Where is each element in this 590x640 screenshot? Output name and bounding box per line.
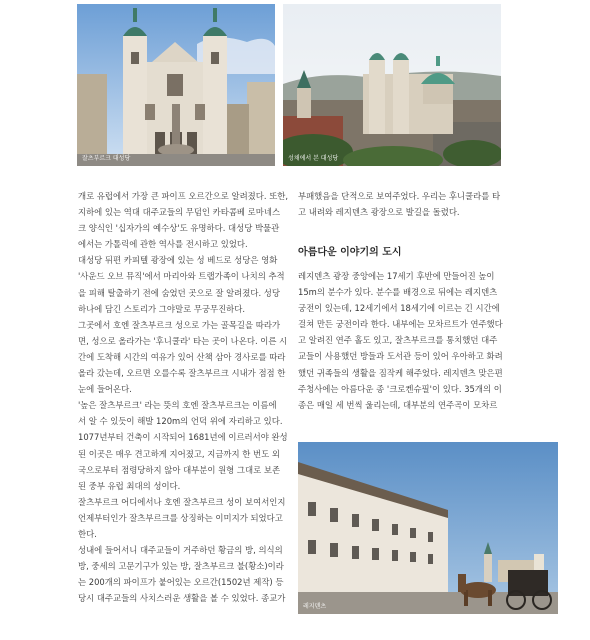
text-line: 종은 매일 세 번씩 울리는데, 대부분의 연주곡이 모차르 bbox=[298, 399, 498, 410]
residenz-illustration bbox=[298, 442, 558, 614]
text-line: 에서는 가톨릭에 관한 역사를 전시하고 있었다. bbox=[78, 239, 248, 250]
text-line: 그곳에서 호엔 잘츠부르크 성으로 가는 골목길을 따라가 bbox=[78, 319, 281, 330]
text-line: 당시 대주교들의 사치스러운 생활을 볼 수 있었다. 종교가 bbox=[78, 593, 286, 604]
text-line: 레지덴츠 광장 중앙에는 17세기 후반에 만들어진 높이 bbox=[298, 271, 495, 281]
text-line: 국으로부터 점령당하지 않아 대부분이 원형 그대로 보존 bbox=[78, 464, 281, 475]
text-line: 하나에 담긴 스토리가 그야말로 무궁무진하다. bbox=[78, 303, 246, 314]
text-line: 된 중부 유럽 최대의 성이다. bbox=[78, 480, 181, 491]
text-line: 지하에 있는 역대 대주교들의 무덤인 카타콤베 로마네스 bbox=[78, 207, 281, 218]
text-line: 고 알려진 연주 홀도 있고, 잘츠부르크를 통치했던 대주 bbox=[298, 335, 498, 346]
text-line: 는 200개의 파이프가 붙어있는 오르간(1502년 제작) 등 bbox=[78, 577, 284, 588]
right-text-body bbox=[298, 268, 508, 413]
left-text-column bbox=[78, 188, 288, 606]
text-line: 1077년부터 건축이 시작되어 1681년에 이르러서야 완성 bbox=[78, 432, 288, 443]
text-line: 주청사에는 아름다운 종 '크로켄슈필'이 있다. 35개의 이 bbox=[298, 383, 502, 394]
text-line: 크 양식인 '십자가의 예수상'도 유명하다. 대성당 박물관 bbox=[78, 223, 280, 234]
text-line: 눈에 들어온다. bbox=[78, 384, 132, 395]
text-line: 간에 도착해 시간의 여유가 있어 산책 삼아 경사로를 따라 bbox=[78, 351, 286, 362]
text-line: 대성당 뒤편 카피텔 광장에 있는 성 베드로 성당은 영화 bbox=[78, 255, 278, 266]
text-line: '높은 잘츠부르크' 라는 뜻의 호엔 잘츠부르크는 이름에 bbox=[78, 400, 277, 411]
right-text-top bbox=[298, 188, 508, 220]
text-line: 면, 성으로 올라가는 '후니쿨라' 타는 곳이 나온다. 이른 시 bbox=[78, 335, 288, 346]
text-line: 걸쳐 만든 궁전이라 한다. 내부에는 모차르트가 연주했다 bbox=[298, 319, 503, 330]
text-line: 잘츠부르크 어디에서나 호엔 잘츠부르크 성이 보여서인지 bbox=[78, 496, 286, 507]
text-line: 개로 유럽에서 가장 큰 파이프 오르간으로 알려졌다. 또한, bbox=[78, 191, 289, 201]
text-line: 했던 귀족들의 생활을 짐작케 해주었다. 레지덴츠 맞은편 bbox=[298, 367, 503, 378]
photo-caption: 성채에서 본 대성당 bbox=[288, 155, 339, 162]
text-line: 교들이 사용했던 방들과 도서관 등이 있어 우아하고 화려 bbox=[298, 351, 503, 362]
text-line: 을 피해 탈출하기 전에 숨었던 곳으로 잘 알려졌다. 성당 bbox=[78, 287, 280, 298]
text-line: 고 내려와 레지덴츠 광장으로 발길을 돌렸다. bbox=[298, 207, 460, 218]
text-line: 궁전이 있는데, 12세기에서 18세기에 이르는 긴 시간에 bbox=[298, 303, 500, 314]
text-line: 15m의 분수가 있다. 분수를 배경으로 뒤에는 레지덴츠 bbox=[298, 287, 498, 298]
text-line: 부패했음을 단적으로 보여주었다. 우리는 후니쿨라를 타 bbox=[298, 191, 501, 201]
text-line: 서 알 수 있듯이 해발 120m의 언덕 위에 자리하고 있다. bbox=[78, 416, 283, 427]
text-line: 성내에 들어서니 대주교들이 거주하던 황금의 방, 의식의 bbox=[78, 545, 283, 556]
photo-caption: 잘츠부르크 대성당 bbox=[82, 155, 131, 162]
text-line: '사운드 오브 뮤직'에서 마리아와 트랩가족이 나치의 추적 bbox=[78, 271, 285, 282]
city-view-photo bbox=[283, 4, 501, 166]
text-line: 방, 중세의 고문기구가 있는 방, 잘츠부르크 불(황소)이라 bbox=[78, 561, 284, 572]
section-heading: 아름다운 이야기의 도시 bbox=[298, 247, 402, 258]
text-line: 언제부터인가 잘츠부르크를 상징하는 이미지가 되었다고 bbox=[78, 512, 283, 523]
text-line: 한다. bbox=[78, 528, 97, 539]
cathedral-front-illustration bbox=[77, 4, 275, 166]
text-line: 된 이곳은 매우 견고하게 지어졌고, 지금까지 한 번도 외 bbox=[78, 448, 280, 459]
residenz-photo bbox=[298, 442, 558, 614]
photo-caption: 레지덴츠 bbox=[303, 603, 327, 610]
text-line: 올라 갔는데, 오르면 오를수록 잘츠부르크 시내가 점점 한 bbox=[78, 368, 286, 379]
cathedral-front-photo bbox=[77, 4, 275, 166]
city-view-illustration bbox=[283, 4, 501, 166]
